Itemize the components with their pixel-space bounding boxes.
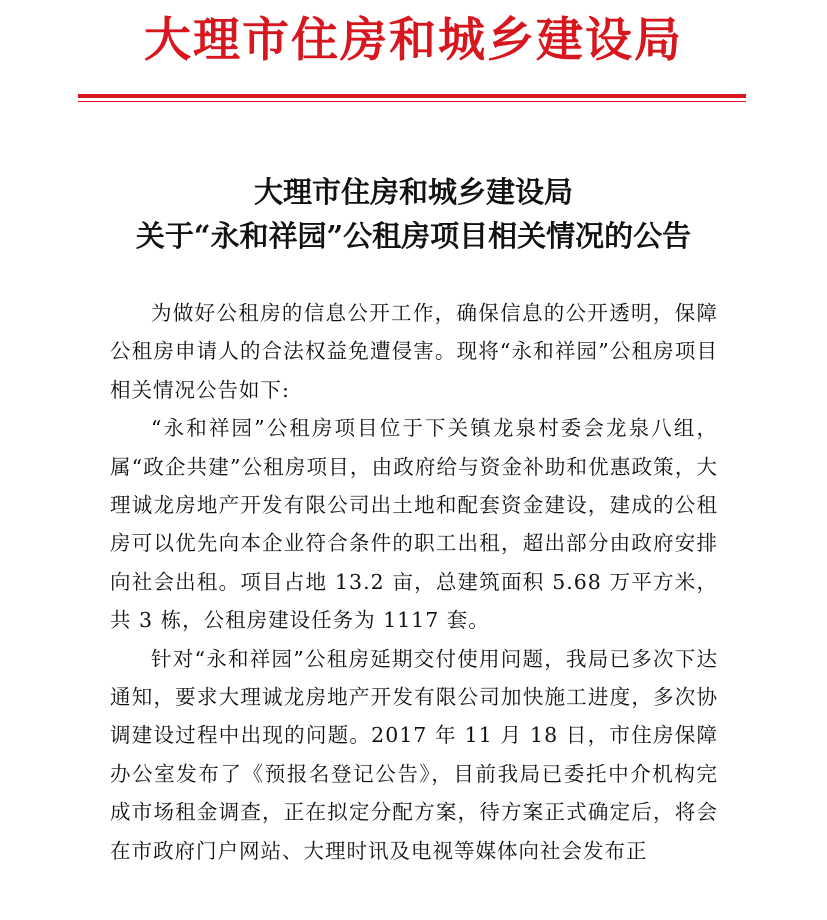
body-paragraph-1: 为做好公租房的信息公开工作，确保信息的公开透明，保障公租房申请人的合法权益免遭侵害。现将“永和祥园”公租房项目相关情况公告如下: bbox=[110, 301, 718, 402]
document-title-line-1: 大理市住房和城乡建设局 bbox=[253, 175, 573, 209]
letterhead-divider-thin bbox=[78, 101, 746, 102]
letterhead-divider-thick bbox=[78, 94, 746, 98]
document-title-line-2: 关于“永和祥园”公租房项目相关情况的公告 bbox=[135, 219, 692, 253]
document-body bbox=[110, 294, 718, 870]
letterhead-org-name: 大理市住房和城乡建设局 bbox=[144, 13, 683, 68]
body-paragraph-2: “永和祥园”公租房项目位于下关镇龙泉村委会龙泉八组，属“政企共建”公租房项目，由政府给与资金补助和优惠政策，大理诚龙房地产开发有限公司出土地和配套资金建设，建成的公租房可以优先向本企业符合条件的职工出租，超出部分由政府安排向社会出租。项目占地 13.2 亩，总建筑面积 5.68 万平方米，共 3 栋，公租房建设任务为 1117 套。 bbox=[110, 416, 718, 633]
body-paragraph-3: 针对“永和祥园”公租房延期交付使用问题，我局已多次下达通知，要求大理诚龙房地产开发有限公司加快施工进度，多次协调建设过程中出现的问题。2017 年 11 月 18 日，市住房保障办公室发布了《预报名登记公告》，目前我局已委托中介机构完成市场租金调查，正在拟定分配方案，待方案正式确定后，将会在市政府门户网站、大理时讯及电视等媒体向社会发布正 bbox=[110, 646, 718, 863]
